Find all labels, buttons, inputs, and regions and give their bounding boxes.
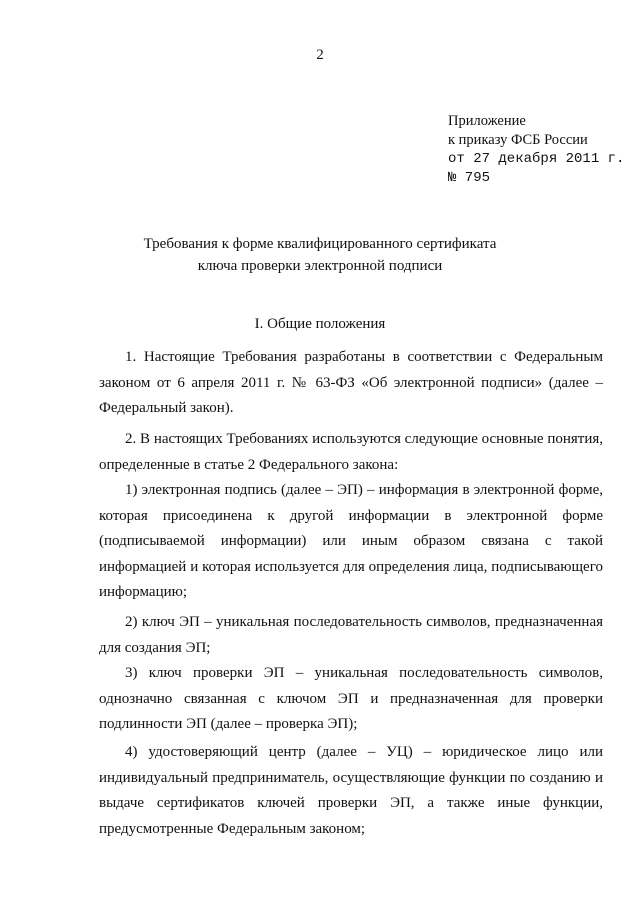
appendix-order: к приказу ФСБ России	[448, 132, 588, 148]
appendix-number: № 795	[448, 170, 491, 186]
appendix-date: от 27 декабря 2011 г.	[448, 151, 625, 167]
paragraph-definition-4: 4) удостоверяющий центр (далее – УЦ) – юридическое лицо или индивидуальный предприниматель, осуществляющие функции по созданию и выдаче сертификатов ключей проверки ЭП, а также иные функции, предусмотренные Федеральным законом;	[99, 744, 603, 837]
paragraph-2: 2. В настоящих Требованиях используются следующие основные понятия, определенные в статье 2 Федерального закона:	[99, 431, 603, 473]
paragraph-1: 1. Настоящие Требования разработаны в соответствии с Федеральным законом от 6 апреля 2011 г. № 63-ФЗ «Об электронной подписи» (далее – Федеральный закон).	[99, 349, 603, 416]
section-heading: I. Общие положения	[254, 316, 386, 332]
paragraph-definition-1: 1) электронная подпись (далее – ЭП) – информация в электронной форме, которая присоединена к другой информации в электронной форме (подписываемой информации) или иным образом связана с такой информацией и которая используется для определения лица, подписывающего информацию;	[99, 482, 603, 600]
document-title-line1: Требования к форме квалифицированного сертификата	[143, 236, 497, 252]
appendix-label: Приложение	[448, 113, 526, 129]
document-title-line2: ключа проверки электронной подписи	[197, 258, 443, 274]
document-title	[0, 233, 640, 277]
paragraph-definition-3: 3) ключ проверки ЭП – уникальная последовательность символов, однозначно связанная с ключом ЭП и предназначенная для проверки подлинности ЭП (далее – проверка ЭП);	[99, 665, 603, 732]
appendix-block	[448, 112, 624, 188]
paragraph-definition-2: 2) ключ ЭП – уникальная последовательность символов, предназначенная для создания ЭП;	[99, 614, 603, 656]
page-number: 2	[316, 47, 324, 63]
